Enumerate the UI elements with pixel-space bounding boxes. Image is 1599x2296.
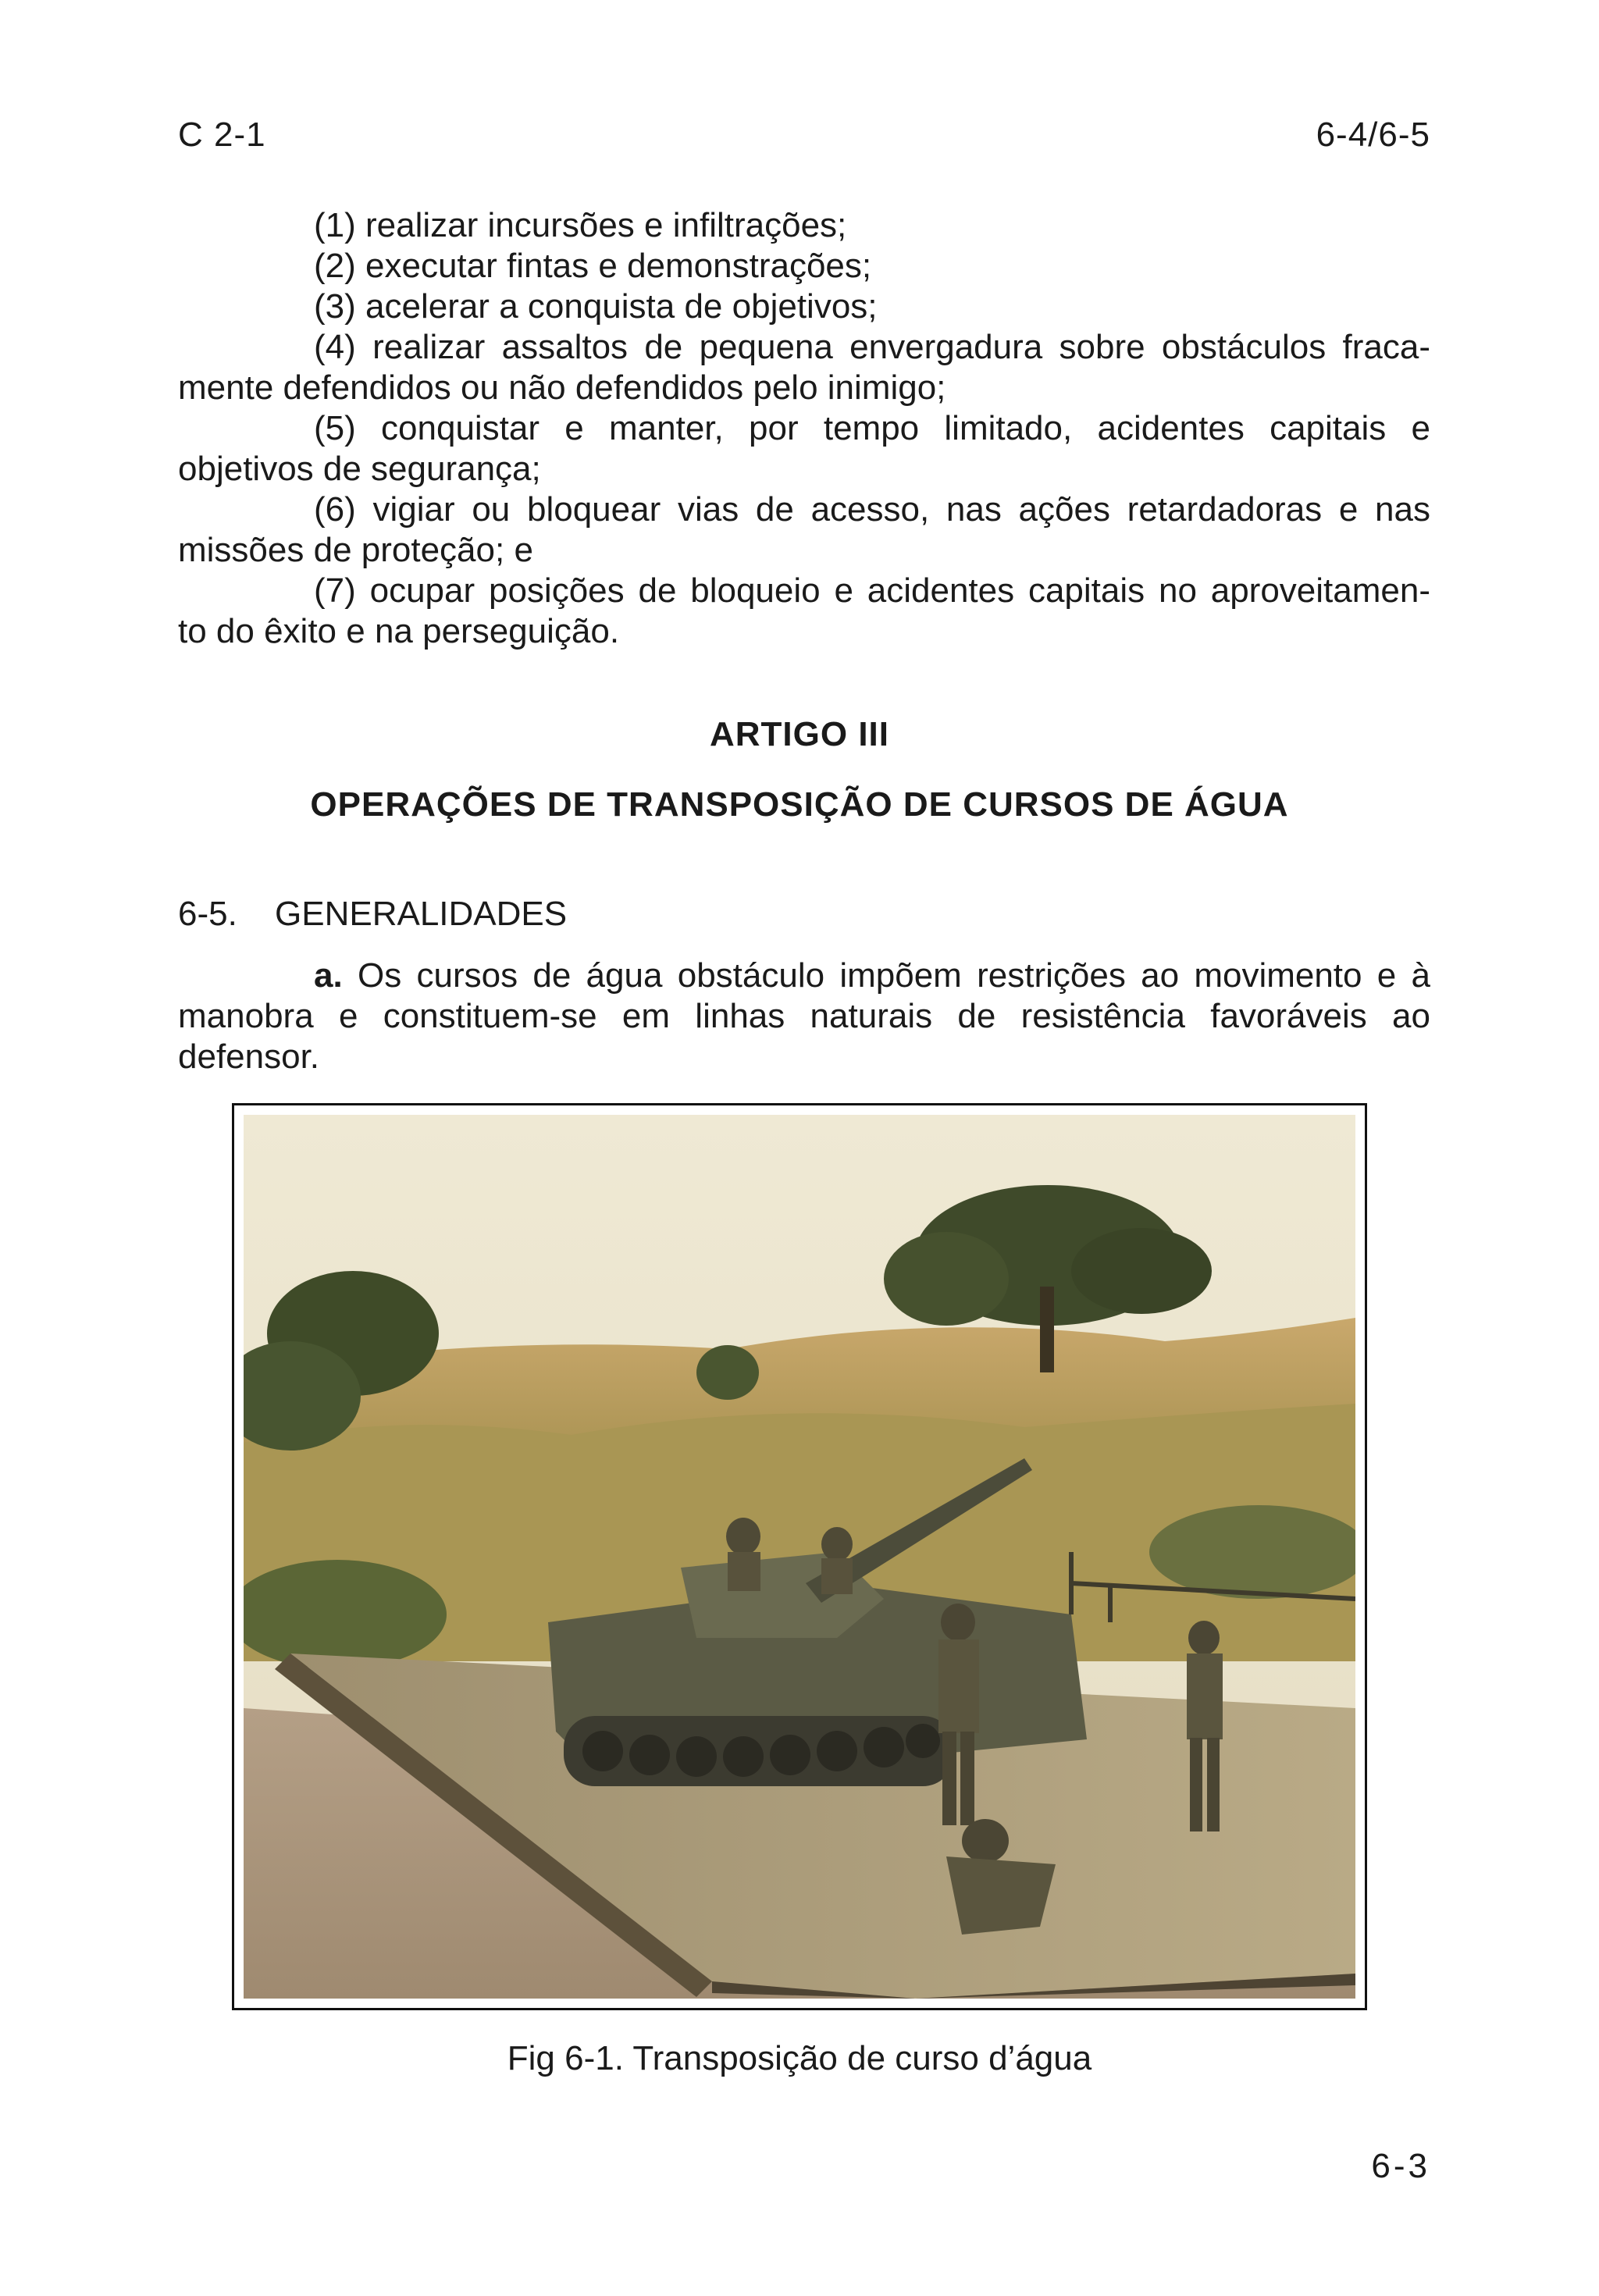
list-item-continuation: mente defendidos ou não defendidos pelo inimigo; (178, 368, 946, 407)
section-heading (178, 895, 567, 934)
figure-frame (232, 1103, 1367, 2010)
paragraph-line: manobra e constituem-se em linhas naturais de resistência favoráveis ao (178, 997, 1430, 1035)
header-manual-code: C 2-1 (178, 116, 266, 154)
paragraph-line: a. Os cursos de água obstáculo impõem restrições ao movimento e à (314, 956, 1430, 995)
list-item: (5) conquistar e manter, por tempo limitado, acidentes capitais e (314, 409, 1430, 447)
page-number: 6-3 (1371, 2147, 1430, 2185)
list-item: (7) ocupar posições de bloqueio e acidentes capitais no aproveitamen- (314, 571, 1430, 610)
header-section-range: 6-4/6-5 (1316, 116, 1430, 154)
mission-list (178, 205, 1430, 652)
article-title: OPERAÇÕES DE TRANSPOSIÇÃO DE CURSOS DE ÁGUA (310, 785, 1289, 824)
list-item: (2) executar fintas e demonstrações; (314, 247, 872, 285)
list-item: (3) acelerar a conquista de objetivos; (314, 287, 878, 326)
list-item-continuation: objetivos de segurança; (178, 450, 541, 488)
paragraph-line: defensor. (178, 1038, 320, 1076)
list-item-continuation: to do êxito e na perseguição. (178, 612, 620, 650)
list-item: (6) vigiar ou bloquear vias de acesso, nas ações retardadoras e nas (314, 490, 1430, 529)
list-item: (1) realizar incursões e infiltrações; (314, 206, 847, 244)
section-paragraph (178, 956, 1430, 1077)
article-label: ARTIGO III (710, 715, 889, 753)
paragraph-letter: a. (314, 956, 343, 995)
list-item: (4) realizar assaltos de pequena envergadura sobre obstáculos fraca- (314, 328, 1430, 366)
river-crossing-photo (244, 1115, 1355, 1999)
section-title: GENERALIDADES (275, 895, 568, 933)
figure-caption: Fig 6-1. Transposição de curso d’água (507, 2039, 1092, 2077)
list-item-continuation: missões de proteção; e (178, 531, 533, 569)
section-number: 6-5. (178, 895, 237, 933)
